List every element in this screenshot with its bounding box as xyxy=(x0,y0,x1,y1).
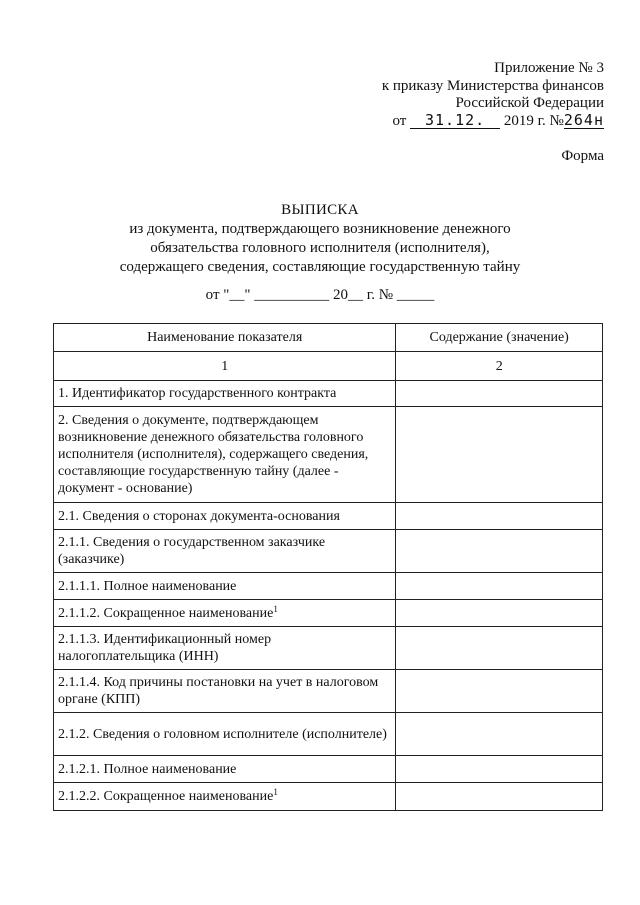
indicator-label: 2.1.2. Сведения о головном исполнителе (исполнителе) xyxy=(58,726,387,742)
form-label: Форма xyxy=(561,148,604,164)
indicator-label: 1. Идентификатор государственного контракта xyxy=(58,386,337,401)
table-row xyxy=(54,783,603,811)
extract-date-number-line: от "__" __________ 20__ г. № _____ xyxy=(205,287,435,303)
footnote-marker: 1 xyxy=(273,787,278,797)
document-title-block xyxy=(0,201,640,277)
table-row xyxy=(54,573,603,600)
header-indicator-name: Наименование показателя xyxy=(54,324,396,352)
document-heading: ВЫПИСКА xyxy=(281,202,359,218)
indicator-label-cell xyxy=(54,530,396,573)
column-numbering-row xyxy=(54,352,603,381)
indicator-label: 2.1.1.4. Код причины постановки на учет в налоговом органе (КПП) xyxy=(58,675,379,707)
column-number-2: 2 xyxy=(396,352,603,381)
table-row xyxy=(54,627,603,670)
indicator-value-cell xyxy=(396,503,603,530)
document-subtitle-line-3: содержащего сведения, составляющие государственную тайну xyxy=(119,259,521,275)
table-row xyxy=(54,670,603,713)
table-row xyxy=(54,407,603,503)
table-row xyxy=(54,503,603,530)
document-subtitle-line-1: из документа, подтверждающего возникновение денежного xyxy=(129,221,511,237)
indicator-value-cell xyxy=(396,627,603,670)
indicator-label-cell xyxy=(54,713,396,756)
indicator-value-cell xyxy=(396,670,603,713)
indicator-value-cell xyxy=(396,530,603,573)
footnote-marker: 1 xyxy=(273,603,278,614)
indicator-label: 2.1.1.1. Полное наименование xyxy=(58,578,237,594)
indicator-label-cell xyxy=(54,783,396,811)
table-row xyxy=(54,713,603,756)
order-number-handwritten: 264н xyxy=(563,110,604,129)
appendix-line-1: Приложение № 3 xyxy=(494,60,604,76)
order-date-prefix: от xyxy=(392,112,407,129)
indicator-label-cell xyxy=(54,670,396,713)
table-header-row xyxy=(54,324,603,352)
indicator-value-cell xyxy=(396,756,603,783)
order-date-line xyxy=(382,110,604,131)
indicator-label: 2. Сведения о документе, подтверждающем возникновение денежного обязательства головного исполнителя (исполнителя), содержащего сведения, составляющие государственную тайну (далее - документ - основание) xyxy=(58,413,369,496)
appendix-line-3: Российской Федерации xyxy=(455,95,604,111)
table-row xyxy=(54,381,603,407)
indicator-label: 2.1.1.2. Сокращенное наименование xyxy=(58,605,274,621)
indicator-label-cell xyxy=(54,627,396,670)
table-row xyxy=(54,530,603,573)
indicator-label: 2.1. Сведения о сторонах документа-основания xyxy=(58,508,340,524)
indicators-table xyxy=(53,323,603,811)
document-subtitle-line-2: обязательства головного исполнителя (исполнителя), xyxy=(150,240,490,256)
indicator-label: 2.1.2.2. Сокращенное наименование xyxy=(58,789,274,804)
indicator-label: 2.1.2.1. Полное наименование xyxy=(58,761,237,777)
indicator-label: 2.1.1. Сведения о государственном заказчике (заказчике) xyxy=(58,535,326,567)
table-row xyxy=(54,600,603,627)
indicator-value-cell xyxy=(396,600,603,627)
indicator-label-cell xyxy=(54,381,396,407)
header-content-value: Содержание (значение) xyxy=(396,324,603,352)
indicator-label-cell xyxy=(54,407,396,503)
order-year-label: 2019 г. № xyxy=(503,112,564,129)
indicator-value-cell xyxy=(396,381,603,407)
indicator-value-cell xyxy=(396,783,603,811)
appendix-block xyxy=(382,60,604,130)
column-number-1: 1 xyxy=(54,352,396,381)
indicator-label-cell xyxy=(54,573,396,600)
indicator-label-cell xyxy=(54,600,396,627)
table-row xyxy=(54,756,603,783)
indicator-label-cell xyxy=(54,756,396,783)
indicator-label-cell xyxy=(54,503,396,530)
order-date-handwritten: 31.12. xyxy=(410,113,500,129)
indicator-value-cell xyxy=(396,573,603,600)
indicator-label: 2.1.1.3. Идентификационный номер налогоплательщика (ИНН) xyxy=(58,632,272,664)
appendix-line-2: к приказу Министерства финансов xyxy=(381,77,604,94)
indicator-value-cell xyxy=(396,713,603,756)
indicator-value-cell xyxy=(396,407,603,503)
